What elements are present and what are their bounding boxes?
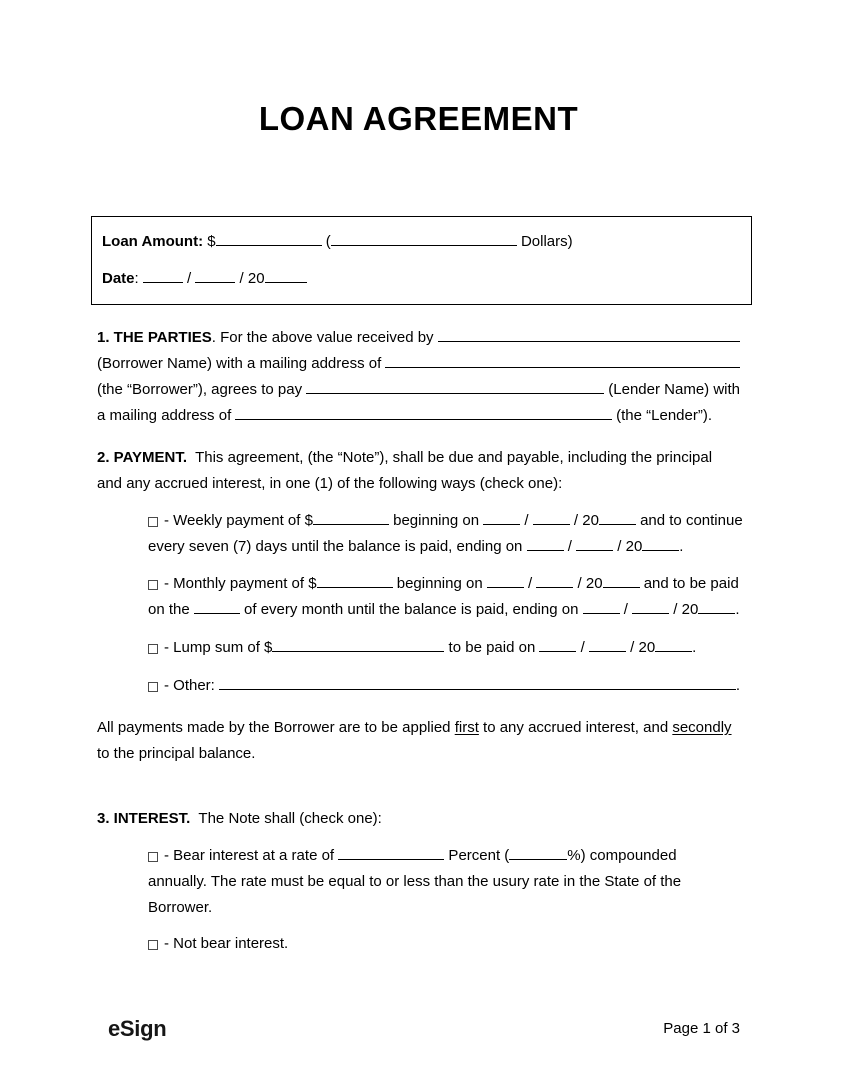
borrower-address-blank[interactable] [385, 354, 740, 368]
weekly-slash-1: / [520, 512, 533, 529]
interest-intro: The Note shall (check one): [190, 810, 382, 827]
lump-sum-option [148, 635, 740, 661]
interest-rate-blank[interactable] [338, 846, 444, 860]
interest-percent-blank[interactable] [509, 846, 567, 860]
monthly-begin-text: beginning on [392, 575, 487, 592]
no-interest-checkbox[interactable] [148, 940, 158, 950]
date-day-blank[interactable] [195, 269, 235, 283]
interest-heading: 3. INTEREST. [97, 810, 191, 827]
payments-applied-paragraph [97, 715, 740, 767]
date-slash-1: / [182, 270, 196, 287]
weekly-line-2 [148, 534, 740, 560]
date-year-blank[interactable] [265, 269, 307, 283]
weekly-begin-month-blank[interactable] [483, 511, 520, 525]
monthly-payment-option [148, 571, 740, 623]
applied-line-1 [97, 715, 740, 741]
bear-text-4: annually. The rate must be equal to or less than the usury rate in the State of the [148, 873, 682, 890]
parties-line-3 [97, 377, 740, 403]
interest-intro-line [97, 806, 740, 832]
lump-period: . [692, 639, 697, 656]
section-payment [97, 445, 740, 497]
monthly-line-2 [148, 597, 740, 623]
applied-first-word: first [454, 719, 479, 736]
applied-text-1: All payments made by the Borrower are to be applied [97, 719, 455, 736]
parties-line-1 [97, 325, 740, 351]
other-description-blank[interactable] [219, 676, 736, 690]
bear-text-1: - Bear interest at a rate of [164, 847, 339, 864]
monthly-slash-1: / [523, 575, 537, 592]
loan-summary-box [91, 216, 752, 305]
lump-year-blank[interactable] [655, 638, 692, 652]
parties-text-3: (the “Borrower”), agrees to pay [97, 381, 307, 398]
weekly-continue-text: and to continue [635, 512, 743, 529]
other-line [148, 673, 740, 699]
monthly-period: . [735, 601, 740, 618]
weekly-end-day-blank[interactable] [576, 537, 613, 551]
weekly-text-2: every seven (7) days until the balance is paid, ending on [148, 538, 527, 555]
bear-text-3: %) compounded [567, 847, 677, 864]
weekly-year-prefix-1: / 20 [569, 512, 599, 529]
monthly-paid-text: and to be paid [639, 575, 739, 592]
paren-open: ( [321, 233, 331, 250]
page-indicator: Page 1 of 3 [663, 1020, 740, 1037]
section-parties [97, 325, 740, 429]
parties-text-4: a mailing address of [97, 407, 236, 424]
weekly-begin-day-blank[interactable] [533, 511, 570, 525]
date-line [102, 266, 739, 292]
payment-intro-line-1 [97, 445, 740, 471]
monthly-checkbox[interactable] [148, 580, 158, 590]
monthly-amount-blank[interactable] [317, 574, 393, 588]
parties-heading: 1. THE PARTIES [97, 329, 212, 346]
bear-text-2: Percent ( [444, 847, 510, 864]
esign-logo: eSign [108, 1016, 167, 1041]
lump-amount-blank[interactable] [272, 638, 444, 652]
no-interest-text: - Not bear interest. [164, 935, 289, 952]
bear-line-1 [148, 843, 740, 869]
weekly-begin-year-blank[interactable] [599, 511, 636, 525]
other-text: - Other: [164, 677, 220, 694]
document-content [97, 0, 743, 957]
section-interest [97, 806, 740, 832]
weekly-checkbox[interactable] [148, 517, 158, 527]
lump-text-1: - Lump sum of $ [164, 639, 273, 656]
weekly-line-1 [148, 508, 743, 534]
parties-text-4b: (the “Lender”). [611, 407, 712, 424]
monthly-year-prefix-1: / 20 [573, 575, 603, 592]
monthly-begin-month-blank[interactable] [487, 574, 524, 588]
payment-intro-2: and any accrued interest, in one (1) of the following ways (check one): [97, 475, 563, 492]
amount-words-blank[interactable] [331, 232, 517, 246]
bear-text-5: Borrower. [148, 899, 213, 916]
lump-text-2: to be paid on [444, 639, 540, 656]
borrower-name-blank[interactable] [438, 328, 740, 342]
no-interest-line [148, 931, 740, 957]
loan-amount-label: Loan Amount: [102, 233, 204, 250]
monthly-text-1: - Monthly payment of $ [164, 575, 317, 592]
other-checkbox[interactable] [148, 682, 158, 692]
lender-name-blank[interactable] [306, 380, 604, 394]
applied-text-3: to the principal balance. [97, 745, 256, 762]
other-payment-option [148, 673, 740, 699]
weekly-period: . [679, 538, 684, 555]
currency-symbol: $ [203, 233, 216, 250]
loan-amount-blank[interactable] [216, 232, 322, 246]
weekly-begin-text: beginning on [388, 512, 484, 529]
payment-heading: 2. PAYMENT. [97, 449, 188, 466]
payment-intro-1: This agreement, (the “Note”), shall be due and payable, including the principal [187, 449, 713, 466]
payment-intro-line-2 [97, 471, 740, 497]
monthly-end-year-blank[interactable] [698, 600, 735, 614]
lender-address-blank[interactable] [235, 406, 612, 420]
weekly-payment-option [148, 508, 743, 560]
parties-line-4 [97, 403, 740, 429]
date-month-blank[interactable] [143, 269, 183, 283]
monthly-text-3: of every month until the balance is paid, ending on [239, 601, 583, 618]
weekly-slash-2: / [563, 538, 577, 555]
other-period: . [735, 677, 740, 694]
date-year-prefix: / 20 [235, 270, 265, 287]
applied-line-2 [97, 741, 740, 767]
monthly-end-day-blank[interactable] [632, 600, 669, 614]
date-colon: : [134, 270, 143, 287]
applied-secondly-word: secondly [672, 719, 732, 736]
parties-line-2 [97, 351, 740, 377]
weekly-year-prefix-2: / 20 [613, 538, 643, 555]
monthly-line-1 [148, 571, 740, 597]
weekly-text-1: - Weekly payment of $ [164, 512, 313, 529]
lump-month-blank[interactable] [539, 638, 576, 652]
monthly-begin-day-blank[interactable] [536, 574, 573, 588]
lump-sum-checkbox[interactable] [148, 644, 158, 654]
monthly-year-prefix-2: / 20 [669, 601, 699, 618]
lump-year-prefix: / 20 [625, 639, 656, 656]
lump-line [148, 635, 740, 661]
applied-text-2: to any accrued interest, and [478, 719, 673, 736]
document-title: LOAN AGREEMENT [258, 100, 579, 137]
parties-text-2: (Borrower Name) with a mailing address of [97, 355, 386, 372]
lump-slash: / [576, 639, 589, 656]
bear-line-3 [148, 895, 740, 921]
loan-amount-line [102, 229, 739, 255]
monthly-end-month-blank[interactable] [583, 600, 620, 614]
weekly-amount-blank[interactable] [313, 511, 389, 525]
parties-text-1: . For the above value received by [211, 329, 438, 346]
monthly-text-2: on the [148, 601, 194, 618]
monthly-slash-2: / [619, 601, 633, 618]
bear-line-2 [148, 869, 740, 895]
date-label: Date [102, 270, 135, 287]
weekly-end-month-blank[interactable] [527, 537, 564, 551]
dollars-suffix: Dollars) [516, 233, 573, 250]
no-interest-option [148, 931, 740, 957]
parties-text-3b: (Lender Name) with [604, 381, 740, 398]
lump-day-blank[interactable] [589, 638, 626, 652]
monthly-day-of-month-blank[interactable] [194, 600, 240, 614]
bear-interest-option [148, 843, 740, 921]
bear-interest-checkbox[interactable] [148, 852, 158, 862]
monthly-begin-year-blank[interactable] [603, 574, 640, 588]
weekly-end-year-blank[interactable] [642, 537, 679, 551]
